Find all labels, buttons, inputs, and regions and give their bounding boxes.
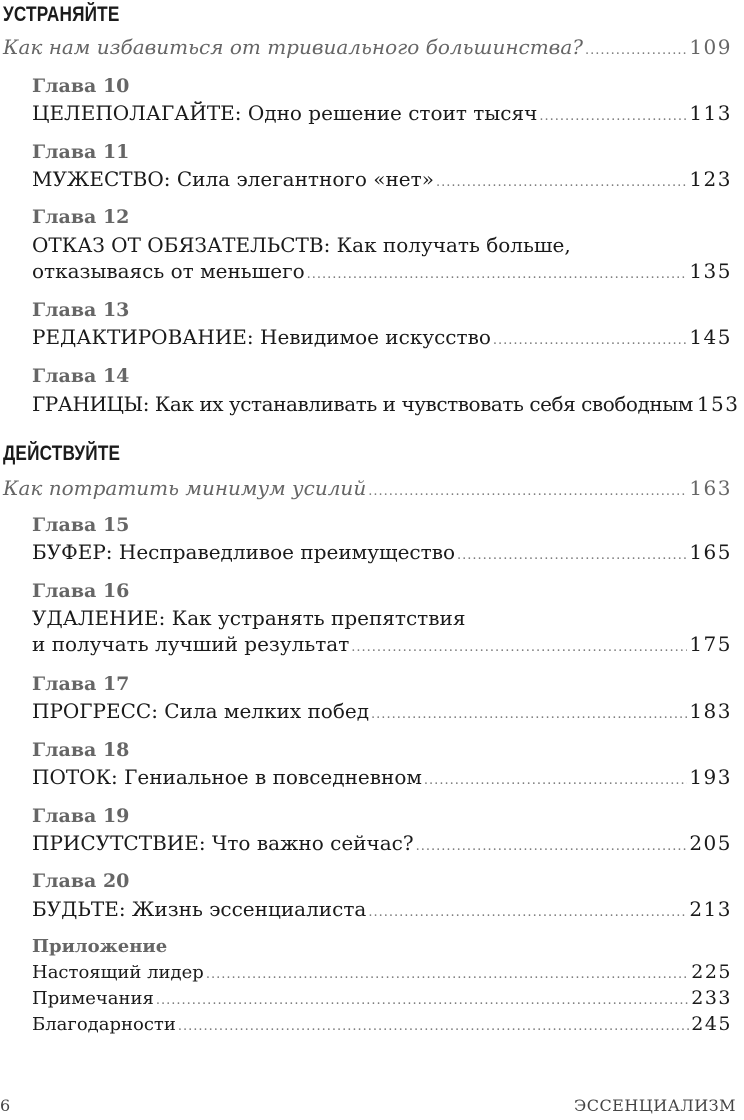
toc-entry[interactable] (32, 1013, 732, 1035)
leader-dots (436, 175, 687, 190)
page-number: 225 (691, 961, 732, 983)
chapter-title: МУЖЕСТВО: Сила элегантного «нет» (32, 167, 434, 191)
page-number: 245 (691, 1013, 732, 1035)
chapter-title: ПРИСУТСТВИЕ: Что важно сейчас? (32, 831, 414, 855)
leader-dots (351, 640, 687, 655)
toc-entry[interactable] (32, 699, 732, 723)
chapter-title: ПРОГРЕСС: Сила мелких побед (32, 699, 370, 723)
chapter-label: Глава 16 (32, 580, 130, 602)
page-number: 183 (689, 699, 732, 723)
page-number: 109 (689, 35, 732, 59)
toc-entry[interactable] (32, 987, 732, 1009)
part-title: ДЕЙСТВУЙТЕ (3, 442, 121, 465)
leader-dots (416, 839, 688, 854)
toc-entry[interactable] (32, 765, 732, 789)
chapter-label: Глава 15 (32, 514, 130, 536)
leader-dots (539, 109, 687, 124)
chapter-label: Глава 18 (32, 739, 130, 761)
leader-dots (371, 707, 687, 722)
page-number: 135 (689, 259, 732, 283)
page-number: 193 (689, 765, 732, 789)
part-subtitle-row[interactable] (3, 35, 732, 59)
toc-entry[interactable] (32, 831, 732, 855)
leader-dots (368, 905, 687, 920)
page-number: 153 (696, 392, 740, 416)
footer-book-title: ЭССЕНЦИАЛИЗМ (573, 1096, 736, 1115)
page-number: 113 (689, 101, 732, 125)
chapter-title: ГРАНИЦЫ: Как их устанавливать и чувствовать себя свободным (32, 392, 693, 416)
leader-dots (457, 548, 687, 563)
appendix-item-title: Благодарности (32, 1014, 176, 1035)
toc-entry[interactable] (32, 897, 732, 921)
appendix-item-title: Примечания (32, 988, 154, 1009)
chapter-label: Глава 20 (32, 870, 130, 892)
footer-page-number: 6 (0, 1096, 11, 1115)
leader-dots (493, 333, 687, 348)
chapter-title[interactable]: ОТКАЗ ОТ ОБЯЗАТЕЛЬСТВ: Как получать больше, (32, 233, 571, 257)
chapter-label: Глава 14 (32, 365, 130, 387)
page-number: 213 (689, 897, 732, 921)
part-subtitle: Как потратить минимум усилий (3, 476, 367, 500)
leader-dots (424, 773, 687, 788)
toc-entry[interactable] (32, 540, 732, 564)
toc-entry[interactable] (32, 259, 732, 283)
leader-dots (307, 267, 688, 282)
chapter-label: Глава 19 (32, 805, 130, 827)
chapter-label: Глава 10 (32, 75, 130, 97)
toc-entry[interactable] (32, 632, 732, 656)
chapter-title: ПОТОК: Гениальное в повседневном (32, 765, 422, 789)
chapter-title-cont: отказываясь от меньшего (32, 259, 305, 283)
chapter-label: Глава 12 (32, 206, 130, 228)
chapter-title[interactable]: УДАЛЕНИЕ: Как устранять препятствия (32, 606, 466, 630)
toc-entry[interactable] (32, 392, 740, 416)
chapter-title: БУФЕР: Несправедливое преимущество (32, 540, 455, 564)
part-title: УСТРАНЯЙТЕ (3, 3, 120, 26)
chapter-title-cont: и получать лучший результат (32, 632, 350, 656)
toc-entry[interactable] (32, 325, 732, 349)
chapter-label: Глава 13 (32, 299, 130, 321)
toc-entry[interactable] (32, 961, 732, 983)
leader-dots (368, 484, 687, 499)
toc-entry[interactable] (32, 167, 732, 191)
leader-dots (206, 967, 689, 982)
chapter-label: Глава 11 (32, 141, 130, 163)
part-subtitle-row[interactable] (3, 476, 732, 500)
chapter-title: БУДЬТЕ: Жизнь эссенциалиста (32, 897, 367, 921)
page-number: 163 (689, 476, 732, 500)
chapter-label: Глава 17 (32, 673, 130, 695)
page-number: 233 (691, 987, 732, 1009)
appendix-label: Приложение (32, 936, 168, 957)
leader-dots (178, 1019, 689, 1034)
leader-dots (156, 993, 689, 1008)
toc-entry[interactable] (32, 101, 732, 125)
part-subtitle: Как нам избавиться от тривиального большинства? (3, 35, 583, 59)
page-number: 145 (689, 325, 732, 349)
leader-dots (585, 43, 687, 58)
page-number: 165 (689, 540, 732, 564)
appendix-item-title: Настоящий лидер (32, 962, 204, 983)
page-number: 205 (689, 831, 732, 855)
chapter-title: РЕДАКТИРОВАНИЕ: Невидимое искусство (32, 325, 491, 349)
page-number: 175 (689, 632, 732, 656)
page-number: 123 (689, 167, 732, 191)
chapter-title: ЦЕЛЕПОЛАГАЙТЕ: Одно решение стоит тысяч (32, 101, 538, 125)
